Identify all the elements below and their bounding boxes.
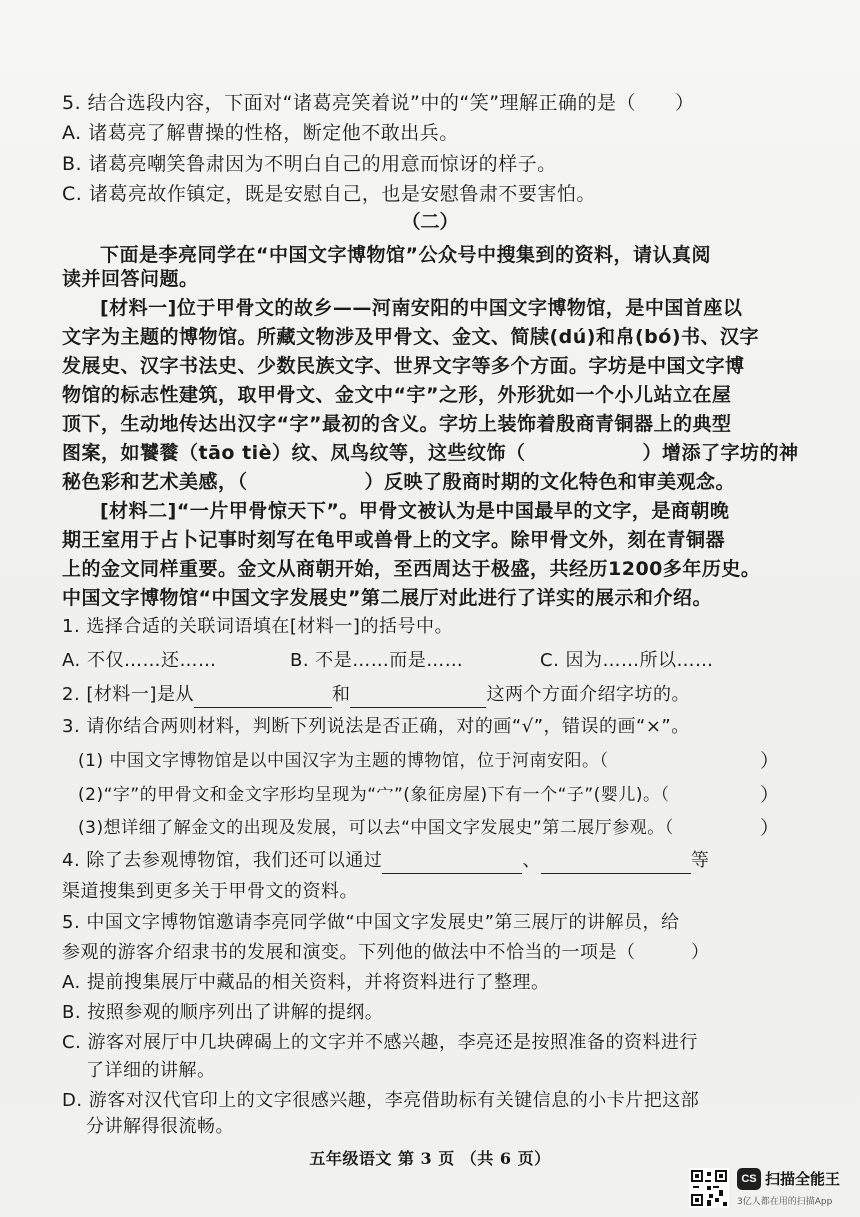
scanner-tagline: 3亿人都在用的扫描App	[737, 1197, 833, 1207]
material1-line-2: 文字为主题的博物馆。所藏文物涉及甲骨文、金文、简牍(dú)和帛(bó)书、汉字	[62, 326, 760, 348]
q3-answer-1-close: ）	[760, 750, 780, 772]
q2-blank-1[interactable]	[194, 689, 332, 708]
q2-blank-2[interactable]	[350, 689, 486, 708]
q5b-stem-line-2: 参观的游客介绍隶书的发展和演变。下列他的做法中不恰当的一项是（ ）	[62, 942, 710, 963]
q4-line-2: 渠道搜集到更多关于甲骨文的资料。	[62, 881, 358, 902]
q3-statement-1: (1) 中国文字博物馆是以中国汉字为主题的博物馆，位于河南安阳。（	[78, 751, 609, 771]
q3-answer-3-close: ）	[760, 817, 780, 839]
q2-middle: 和	[331, 684, 351, 705]
q3-answer-2-close: ）	[760, 784, 780, 806]
part1-q5-stem: 5. 结合选段内容，下面对“诸葛亮笑着说”中的“笑”理解正确的是（ ）	[62, 92, 695, 114]
q5b-stem-line-1: 5. 中国文字博物馆邀请李亮同学做“中国文字发展史”第三展厅的讲解员，给	[62, 912, 680, 933]
material1-line-7: 秘色彩和艺术美感，（ ）反映了殷商时期的文化特色和审美观念。	[62, 471, 736, 493]
q1-option-a: A. 不仅……还……	[62, 650, 217, 671]
q2-prefix: 2. [材料一]是从	[62, 684, 194, 705]
q4-separator: 、	[522, 850, 541, 871]
material1-line-6: 图案，如饕餮（tāo tiè）纹、凤鸟纹等，这些纹饰（ ）增添了字坊的神	[62, 442, 799, 464]
material1-line-4: 物馆的标志性建筑，取甲骨文、金文中“宇”之形，外形犹如一个小儿站立在屋	[62, 384, 732, 406]
q1-option-c: C. 因为……所以……	[540, 650, 714, 671]
q5b-option-d-line-1: D. 游客对汉代官印上的文字很感兴趣，李亮借助标有关键信息的小卡片把这部	[62, 1090, 700, 1111]
q4-prefix: 4. 除了去参观博物馆，我们还可以通过	[62, 850, 383, 871]
q5b-option-c-line-2: 了详细的讲解。	[86, 1060, 216, 1081]
part1-q5-option-a: A. 诸葛亮了解曹操的性格，断定他不敢出兵。	[62, 122, 459, 144]
bleed-through-text	[470, 128, 476, 146]
q3-stem: 3. 请你结合两则材料，判断下列说法是否正确，对的画“√”，错误的画“×”。	[62, 716, 690, 737]
material1-line-1: [材料一]位于甲骨文的故乡——河南安阳的中国文字博物馆，是中国首座以	[100, 297, 743, 319]
q4-line-1	[62, 848, 709, 874]
section-title: （二）	[401, 211, 459, 233]
camscanner-logo-icon: CS	[737, 1168, 761, 1190]
page-footer: 五年级语文 第 3 页 （共 6 页）	[309, 1149, 551, 1168]
material1-line-3: 发展史、汉字书法史、少数民族文字、世界文字等多个方面。字坊是中国文字博	[62, 355, 745, 377]
q5b-option-b: B. 按照参观的顺序列出了讲解的提纲。	[62, 1002, 384, 1023]
part1-q5-option-c: C. 诸葛亮故作镇定，既是安慰自己，也是安慰鲁肃不要害怕。	[62, 183, 596, 205]
q2-line	[62, 682, 690, 708]
material2-line-3: 上的金文同样重要。金文从商朝开始，至西周达于极盛，共经历1200多年历史。	[62, 558, 761, 580]
q5b-option-d-line-2: 分讲解得很流畅。	[86, 1116, 234, 1137]
material1-line-5: 顶下，生动地传达出汉字“字”最初的含义。字坊上装饰着殷商青铜器上的典型	[62, 413, 732, 435]
q3-statement-2: (2)“字”的甲骨文和金文字形均呈现为“宀”(象征房屋)下有一个“子”(婴儿)。（	[78, 785, 670, 805]
q5b-option-c-line-1: C. 游客对展厅中几块碑碣上的文字并不感兴趣，李亮还是按照准备的资料进行	[62, 1032, 699, 1053]
intro-line-2: 读并回答问题。	[62, 268, 199, 290]
q2-suffix: 这两个方面介绍字坊的。	[486, 684, 690, 705]
scanner-app-name: 扫描全能王	[765, 1170, 841, 1188]
part1-q5-option-b: B. 诸葛亮嘲笑鲁肃因为不明白自己的用意而惊讶的样子。	[62, 153, 557, 175]
material2-line-1: [材料二]“一片甲骨惊天下”。甲骨文被认为是中国最早的文字，是商朝晚	[100, 500, 730, 522]
q1-stem: 1. 选择合适的关联词语填在[材料一]的括号中。	[62, 616, 453, 637]
q4-suffix: 等	[690, 850, 710, 871]
intro-line-1: 下面是李亮同学在“中国文字博物馆”公众号中搜集到的资料，请认真阅	[100, 244, 711, 266]
qr-code-icon	[689, 1168, 729, 1208]
q1-option-b: B. 不是……而是……	[290, 650, 464, 671]
q4-blank-1[interactable]	[382, 855, 522, 874]
material2-line-2: 期王室用于占卜记事时刻写在龟甲或兽骨上的文字。除甲骨文外，刻在青铜器	[62, 529, 726, 551]
q3-statement-3: (3)想详细了解金文的出现及发展，可以去“中国文字发展史”第二展厅参观。（	[78, 818, 674, 838]
material2-line-4: 中国文字博物馆“中国文字发展史”第二展厅对此进行了详实的展示和介绍。	[62, 587, 712, 609]
q5b-option-a: A. 提前搜集展厅中藏品的相关资料，并将资料进行了整理。	[62, 972, 550, 993]
q4-blank-2[interactable]	[541, 855, 691, 874]
